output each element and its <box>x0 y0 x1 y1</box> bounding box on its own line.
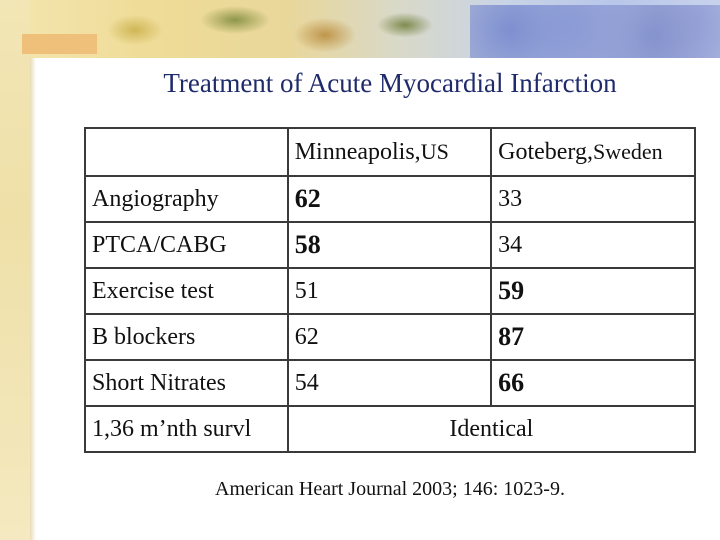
decorative-side-strip <box>0 0 30 540</box>
minneapolis-value: 62 <box>288 314 491 360</box>
survival-value: Identical <box>288 406 695 452</box>
table-row <box>85 314 695 360</box>
goteberg-value: 66 <box>491 360 695 406</box>
panel-shadow <box>30 58 36 540</box>
table-header-row <box>85 128 695 176</box>
goteberg-value: 59 <box>491 268 695 314</box>
header-minneapolis: Minneapolis,US <box>288 128 491 176</box>
journal-citation: American Heart Journal 2003; 146: 1023-9. <box>215 478 565 500</box>
row-label: Short Nitrates <box>85 360 288 406</box>
row-label: Exercise test <box>85 268 288 314</box>
table-row <box>85 176 695 222</box>
row-label: B blockers <box>85 314 288 360</box>
minneapolis-value: 62 <box>288 176 491 222</box>
minneapolis-value: 51 <box>288 268 491 314</box>
row-label: PTCA/CABG <box>85 222 288 268</box>
table-row <box>85 360 695 406</box>
survival-row <box>85 406 695 452</box>
table-row <box>85 222 695 268</box>
leaf-pattern-image <box>95 0 465 60</box>
treatment-comparison-table <box>84 127 696 453</box>
survival-label: 1,36 m’nth survl <box>85 406 288 452</box>
goteberg-value: 33 <box>491 176 695 222</box>
flower-pattern-image <box>470 5 720 60</box>
row-label: Angiography <box>85 176 288 222</box>
decorative-header-band <box>0 0 720 60</box>
slide-title: Treatment of Acute Myocardial Infarction <box>163 68 617 98</box>
goteberg-value: 87 <box>491 314 695 360</box>
minneapolis-value: 54 <box>288 360 491 406</box>
header-empty-cell <box>85 128 288 176</box>
goteberg-value: 34 <box>491 222 695 268</box>
decorative-accent-bar <box>22 34 97 54</box>
minneapolis-value: 58 <box>288 222 491 268</box>
table-row <box>85 268 695 314</box>
header-goteberg: Goteberg,Sweden <box>491 128 695 176</box>
